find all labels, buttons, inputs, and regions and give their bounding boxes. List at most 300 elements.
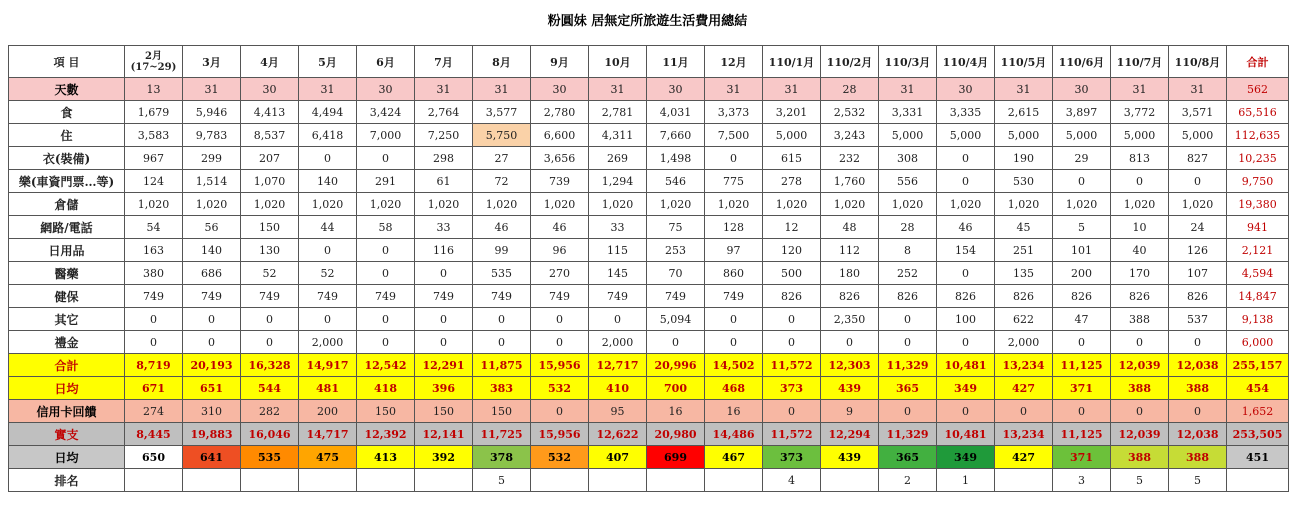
value-cell: 410: [589, 377, 647, 400]
value-cell: 0: [299, 147, 357, 170]
value-cell: 0: [473, 308, 531, 331]
value-cell: 112: [821, 239, 879, 262]
value-cell: 2,780: [531, 101, 589, 124]
row-label: 信用卡回饋: [9, 400, 125, 423]
value-cell: 749: [125, 285, 183, 308]
expense-row: [9, 331, 1289, 354]
value-cell: 6,600: [531, 124, 589, 147]
value-cell: 2: [879, 469, 937, 492]
total-cell: 112,635: [1227, 124, 1289, 147]
value-cell: 12,392: [357, 423, 415, 446]
value-cell: [125, 469, 183, 492]
expense-row: [9, 262, 1289, 285]
value-cell: 0: [705, 308, 763, 331]
row-label: 日均: [9, 446, 125, 469]
value-cell: 5,000: [879, 124, 937, 147]
value-cell: 61: [415, 170, 473, 193]
value-cell: 30: [647, 78, 705, 101]
value-cell: 14,917: [299, 354, 357, 377]
value-cell: 413: [357, 446, 415, 469]
value-cell: 1,020: [125, 193, 183, 216]
header-month: 5月: [299, 46, 357, 78]
row-label: 禮金: [9, 331, 125, 354]
value-cell: 31: [589, 78, 647, 101]
row-label: 醫藥: [9, 262, 125, 285]
value-cell: 0: [647, 331, 705, 354]
daily-avg-row: [9, 377, 1289, 400]
value-cell: [357, 469, 415, 492]
value-cell: 3: [1053, 469, 1111, 492]
value-cell: 535: [473, 262, 531, 285]
value-cell: 0: [995, 400, 1053, 423]
value-cell: 1,020: [821, 193, 879, 216]
value-cell: 31: [473, 78, 531, 101]
header-row: [9, 46, 1289, 78]
value-cell: [183, 469, 241, 492]
expense-row: [9, 193, 1289, 216]
value-cell: 1,020: [647, 193, 705, 216]
value-cell: 107: [1169, 262, 1227, 285]
value-cell: 500: [763, 262, 821, 285]
value-cell: [415, 469, 473, 492]
header-month: 6月: [357, 46, 415, 78]
header-month: 110/3月: [879, 46, 937, 78]
value-cell: 0: [763, 308, 821, 331]
value-cell: 749: [241, 285, 299, 308]
value-cell: 0: [241, 331, 299, 354]
value-cell: 12,622: [589, 423, 647, 446]
expense-row: [9, 285, 1289, 308]
expense-row: [9, 308, 1289, 331]
value-cell: 30: [241, 78, 299, 101]
value-cell: 0: [1169, 400, 1227, 423]
total-cell: 454: [1227, 377, 1289, 400]
value-cell: 0: [357, 308, 415, 331]
total-cell: [1227, 469, 1289, 492]
value-cell: 12,038: [1169, 354, 1227, 377]
value-cell: 5,000: [1053, 124, 1111, 147]
value-cell: 0: [1111, 400, 1169, 423]
days-row: [9, 78, 1289, 101]
row-label: 健保: [9, 285, 125, 308]
value-cell: 1,020: [531, 193, 589, 216]
value-cell: 427: [995, 377, 1053, 400]
rank-row: [9, 469, 1289, 492]
row-label: 日均: [9, 377, 125, 400]
value-cell: 3,897: [1053, 101, 1111, 124]
value-cell: 16: [647, 400, 705, 423]
value-cell: 388: [1111, 377, 1169, 400]
value-cell: 128: [705, 216, 763, 239]
value-cell: 4,311: [589, 124, 647, 147]
value-cell: 252: [879, 262, 937, 285]
value-cell: 12,294: [821, 423, 879, 446]
value-cell: 11,572: [763, 354, 821, 377]
value-cell: 349: [937, 446, 995, 469]
header-month: 11月: [647, 46, 705, 78]
value-cell: 1,020: [937, 193, 995, 216]
header-month: 3月: [183, 46, 241, 78]
value-cell: 5,000: [1111, 124, 1169, 147]
value-cell: [589, 469, 647, 492]
value-cell: 1,679: [125, 101, 183, 124]
value-cell: 33: [415, 216, 473, 239]
value-cell: 0: [1111, 170, 1169, 193]
value-cell: 0: [937, 331, 995, 354]
value-cell: 33: [589, 216, 647, 239]
value-cell: 46: [531, 216, 589, 239]
total-cell: 9,750: [1227, 170, 1289, 193]
value-cell: 2,350: [821, 308, 879, 331]
row-label: 日用品: [9, 239, 125, 262]
value-cell: 130: [241, 239, 299, 262]
value-cell: 3,331: [879, 101, 937, 124]
value-cell: 650: [125, 446, 183, 469]
value-cell: 5,000: [763, 124, 821, 147]
value-cell: 30: [1053, 78, 1111, 101]
value-cell: 556: [879, 170, 937, 193]
value-cell: 5: [1169, 469, 1227, 492]
value-cell: 31: [415, 78, 473, 101]
total-cell: 65,516: [1227, 101, 1289, 124]
value-cell: 12,717: [589, 354, 647, 377]
value-cell: 475: [299, 446, 357, 469]
row-label: 排名: [9, 469, 125, 492]
value-cell: 308: [879, 147, 937, 170]
value-cell: 826: [1111, 285, 1169, 308]
value-cell: 99: [473, 239, 531, 262]
value-cell: 383: [473, 377, 531, 400]
value-cell: 2,532: [821, 101, 879, 124]
value-cell: 27: [473, 147, 531, 170]
value-cell: 967: [125, 147, 183, 170]
value-cell: 101: [1053, 239, 1111, 262]
value-cell: 8,719: [125, 354, 183, 377]
total-cell: 14,847: [1227, 285, 1289, 308]
value-cell: 5,000: [995, 124, 1053, 147]
value-cell: 530: [995, 170, 1053, 193]
value-cell: 298: [415, 147, 473, 170]
value-cell: 15,956: [531, 354, 589, 377]
expense-row: [9, 216, 1289, 239]
value-cell: 19,883: [183, 423, 241, 446]
header-month: 110/2月: [821, 46, 879, 78]
value-cell: 251: [995, 239, 1053, 262]
total-cell: 19,380: [1227, 193, 1289, 216]
row-label: 天數: [9, 78, 125, 101]
value-cell: 1,020: [1053, 193, 1111, 216]
header-total: 合計: [1227, 46, 1289, 78]
total-cell: 255,157: [1227, 354, 1289, 377]
header-month: 7月: [415, 46, 473, 78]
value-cell: 12,141: [415, 423, 473, 446]
value-cell: 72: [473, 170, 531, 193]
total-cell: 253,505: [1227, 423, 1289, 446]
value-cell: 11,329: [879, 354, 937, 377]
value-cell: 826: [763, 285, 821, 308]
value-cell: 1,020: [879, 193, 937, 216]
value-cell: 439: [821, 377, 879, 400]
value-cell: 749: [299, 285, 357, 308]
value-cell: 826: [995, 285, 1053, 308]
value-cell: 0: [763, 400, 821, 423]
value-cell: 10,481: [937, 354, 995, 377]
value-cell: 14,502: [705, 354, 763, 377]
value-cell: 1,760: [821, 170, 879, 193]
value-cell: 0: [125, 331, 183, 354]
value-cell: 4,413: [241, 101, 299, 124]
value-cell: 467: [705, 446, 763, 469]
value-cell: 40: [1111, 239, 1169, 262]
total-cell: 2,121: [1227, 239, 1289, 262]
total-cell: 6,000: [1227, 331, 1289, 354]
value-cell: 0: [1053, 400, 1111, 423]
header-month: 110/5月: [995, 46, 1053, 78]
value-cell: 31: [995, 78, 1053, 101]
value-cell: 30: [357, 78, 415, 101]
value-cell: 0: [879, 400, 937, 423]
value-cell: 0: [473, 331, 531, 354]
card-cashback-row: [9, 400, 1289, 423]
value-cell: 31: [705, 78, 763, 101]
value-cell: [705, 469, 763, 492]
value-cell: 468: [705, 377, 763, 400]
value-cell: 775: [705, 170, 763, 193]
header-month: 4月: [241, 46, 299, 78]
value-cell: 96: [531, 239, 589, 262]
value-cell: 4,494: [299, 101, 357, 124]
value-cell: [821, 469, 879, 492]
sum-row: [9, 354, 1289, 377]
value-cell: 0: [1053, 170, 1111, 193]
row-label: 倉儲: [9, 193, 125, 216]
value-cell: 269: [589, 147, 647, 170]
value-cell: 253: [647, 239, 705, 262]
value-cell: 207: [241, 147, 299, 170]
value-cell: 16,328: [241, 354, 299, 377]
value-cell: 3,571: [1169, 101, 1227, 124]
value-cell: 48: [821, 216, 879, 239]
header-month: 2月 (17~29): [125, 46, 183, 78]
value-cell: 2,781: [589, 101, 647, 124]
value-cell: 418: [357, 377, 415, 400]
header-month: 110/7月: [1111, 46, 1169, 78]
value-cell: 11,125: [1053, 423, 1111, 446]
value-cell: 3,201: [763, 101, 821, 124]
actual-spend-row: [9, 423, 1289, 446]
value-cell: 407: [589, 446, 647, 469]
total-cell: 10,235: [1227, 147, 1289, 170]
value-cell: 9: [821, 400, 879, 423]
value-cell: 70: [647, 262, 705, 285]
value-cell: 0: [357, 262, 415, 285]
value-cell: 180: [821, 262, 879, 285]
value-cell: 481: [299, 377, 357, 400]
value-cell: 5,094: [647, 308, 705, 331]
value-cell: 16,046: [241, 423, 299, 446]
value-cell: 200: [1053, 262, 1111, 285]
value-cell: 1,020: [473, 193, 531, 216]
header-item: 項 目: [9, 46, 125, 78]
total-cell: 4,594: [1227, 262, 1289, 285]
value-cell: 0: [415, 308, 473, 331]
value-cell: 150: [473, 400, 531, 423]
value-cell: 3,373: [705, 101, 763, 124]
value-cell: 1,498: [647, 147, 705, 170]
value-cell: 7,000: [357, 124, 415, 147]
value-cell: [241, 469, 299, 492]
value-cell: 1,020: [183, 193, 241, 216]
value-cell: 813: [1111, 147, 1169, 170]
value-cell: 0: [357, 331, 415, 354]
value-cell: 28: [821, 78, 879, 101]
value-cell: 11,572: [763, 423, 821, 446]
value-cell: 0: [763, 331, 821, 354]
expense-row: [9, 101, 1289, 124]
value-cell: 392: [415, 446, 473, 469]
header-month: 9月: [531, 46, 589, 78]
value-cell: 140: [299, 170, 357, 193]
value-cell: 5,946: [183, 101, 241, 124]
value-cell: 8,537: [241, 124, 299, 147]
value-cell: 150: [415, 400, 473, 423]
value-cell: 11,725: [473, 423, 531, 446]
value-cell: 150: [357, 400, 415, 423]
value-cell: [299, 469, 357, 492]
total-cell: 9,138: [1227, 308, 1289, 331]
value-cell: 388: [1169, 377, 1227, 400]
value-cell: 0: [705, 147, 763, 170]
value-cell: 373: [763, 446, 821, 469]
value-cell: 31: [1169, 78, 1227, 101]
value-cell: 1,020: [299, 193, 357, 216]
value-cell: 4: [763, 469, 821, 492]
value-cell: 10,481: [937, 423, 995, 446]
value-cell: 686: [183, 262, 241, 285]
value-cell: 3,656: [531, 147, 589, 170]
value-cell: 52: [241, 262, 299, 285]
value-cell: 47: [1053, 308, 1111, 331]
value-cell: 8,445: [125, 423, 183, 446]
value-cell: 0: [531, 308, 589, 331]
value-cell: 1: [937, 469, 995, 492]
value-cell: 3,335: [937, 101, 995, 124]
value-cell: 31: [299, 78, 357, 101]
value-cell: 100: [937, 308, 995, 331]
value-cell: 291: [357, 170, 415, 193]
value-cell: 170: [1111, 262, 1169, 285]
value-cell: 13: [125, 78, 183, 101]
expense-row: [9, 170, 1289, 193]
value-cell: 0: [1169, 331, 1227, 354]
daily-avg-ranked-row: [9, 446, 1289, 469]
header-month: 110/1月: [763, 46, 821, 78]
value-cell: 58: [357, 216, 415, 239]
value-cell: 537: [1169, 308, 1227, 331]
value-cell: 0: [937, 400, 995, 423]
value-cell: 1,020: [1111, 193, 1169, 216]
value-cell: 1,020: [415, 193, 473, 216]
row-label: 住: [9, 124, 125, 147]
value-cell: 749: [357, 285, 415, 308]
total-cell: 451: [1227, 446, 1289, 469]
value-cell: 0: [705, 331, 763, 354]
value-cell: 749: [415, 285, 473, 308]
value-cell: 52: [299, 262, 357, 285]
value-cell: 826: [821, 285, 879, 308]
value-cell: 826: [1169, 285, 1227, 308]
value-cell: 651: [183, 377, 241, 400]
value-cell: 0: [357, 147, 415, 170]
value-cell: 0: [299, 239, 357, 262]
value-cell: 0: [183, 308, 241, 331]
value-cell: 12,542: [357, 354, 415, 377]
value-cell: 310: [183, 400, 241, 423]
value-cell: 7,250: [415, 124, 473, 147]
value-cell: 0: [1053, 331, 1111, 354]
value-cell: 97: [705, 239, 763, 262]
value-cell: 75: [647, 216, 705, 239]
value-cell: 45: [995, 216, 1053, 239]
value-cell: 0: [415, 262, 473, 285]
value-cell: 749: [531, 285, 589, 308]
value-cell: 0: [937, 170, 995, 193]
value-cell: 115: [589, 239, 647, 262]
value-cell: 140: [183, 239, 241, 262]
value-cell: 5: [1111, 469, 1169, 492]
value-cell: 2,000: [995, 331, 1053, 354]
value-cell: 365: [879, 377, 937, 400]
value-cell: 126: [1169, 239, 1227, 262]
value-cell: 371: [1053, 446, 1111, 469]
value-cell: 11,329: [879, 423, 937, 446]
value-cell: 13,234: [995, 354, 1053, 377]
value-cell: 826: [1053, 285, 1111, 308]
value-cell: 2,615: [995, 101, 1053, 124]
value-cell: 0: [531, 400, 589, 423]
value-cell: 54: [125, 216, 183, 239]
value-cell: 0: [1111, 331, 1169, 354]
value-cell: 388: [1169, 446, 1227, 469]
value-cell: 1,020: [357, 193, 415, 216]
value-cell: 396: [415, 377, 473, 400]
value-cell: 7,500: [705, 124, 763, 147]
value-cell: 190: [995, 147, 1053, 170]
value-cell: 12,303: [821, 354, 879, 377]
value-cell: 1,020: [705, 193, 763, 216]
value-cell: 14,717: [299, 423, 357, 446]
value-cell: 0: [1169, 170, 1227, 193]
header-month: 12月: [705, 46, 763, 78]
value-cell: 0: [241, 308, 299, 331]
value-cell: 1,020: [241, 193, 299, 216]
value-cell: 12: [763, 216, 821, 239]
header-month: 110/8月: [1169, 46, 1227, 78]
value-cell: 12,039: [1111, 354, 1169, 377]
value-cell: 13,234: [995, 423, 1053, 446]
value-cell: 95: [589, 400, 647, 423]
value-cell: 299: [183, 147, 241, 170]
value-cell: 282: [241, 400, 299, 423]
value-cell: 826: [937, 285, 995, 308]
row-label: 食: [9, 101, 125, 124]
value-cell: 0: [879, 308, 937, 331]
value-cell: 0: [589, 308, 647, 331]
value-cell: 15,956: [531, 423, 589, 446]
value-cell: 5,000: [937, 124, 995, 147]
value-cell: 641: [183, 446, 241, 469]
value-cell: 615: [763, 147, 821, 170]
